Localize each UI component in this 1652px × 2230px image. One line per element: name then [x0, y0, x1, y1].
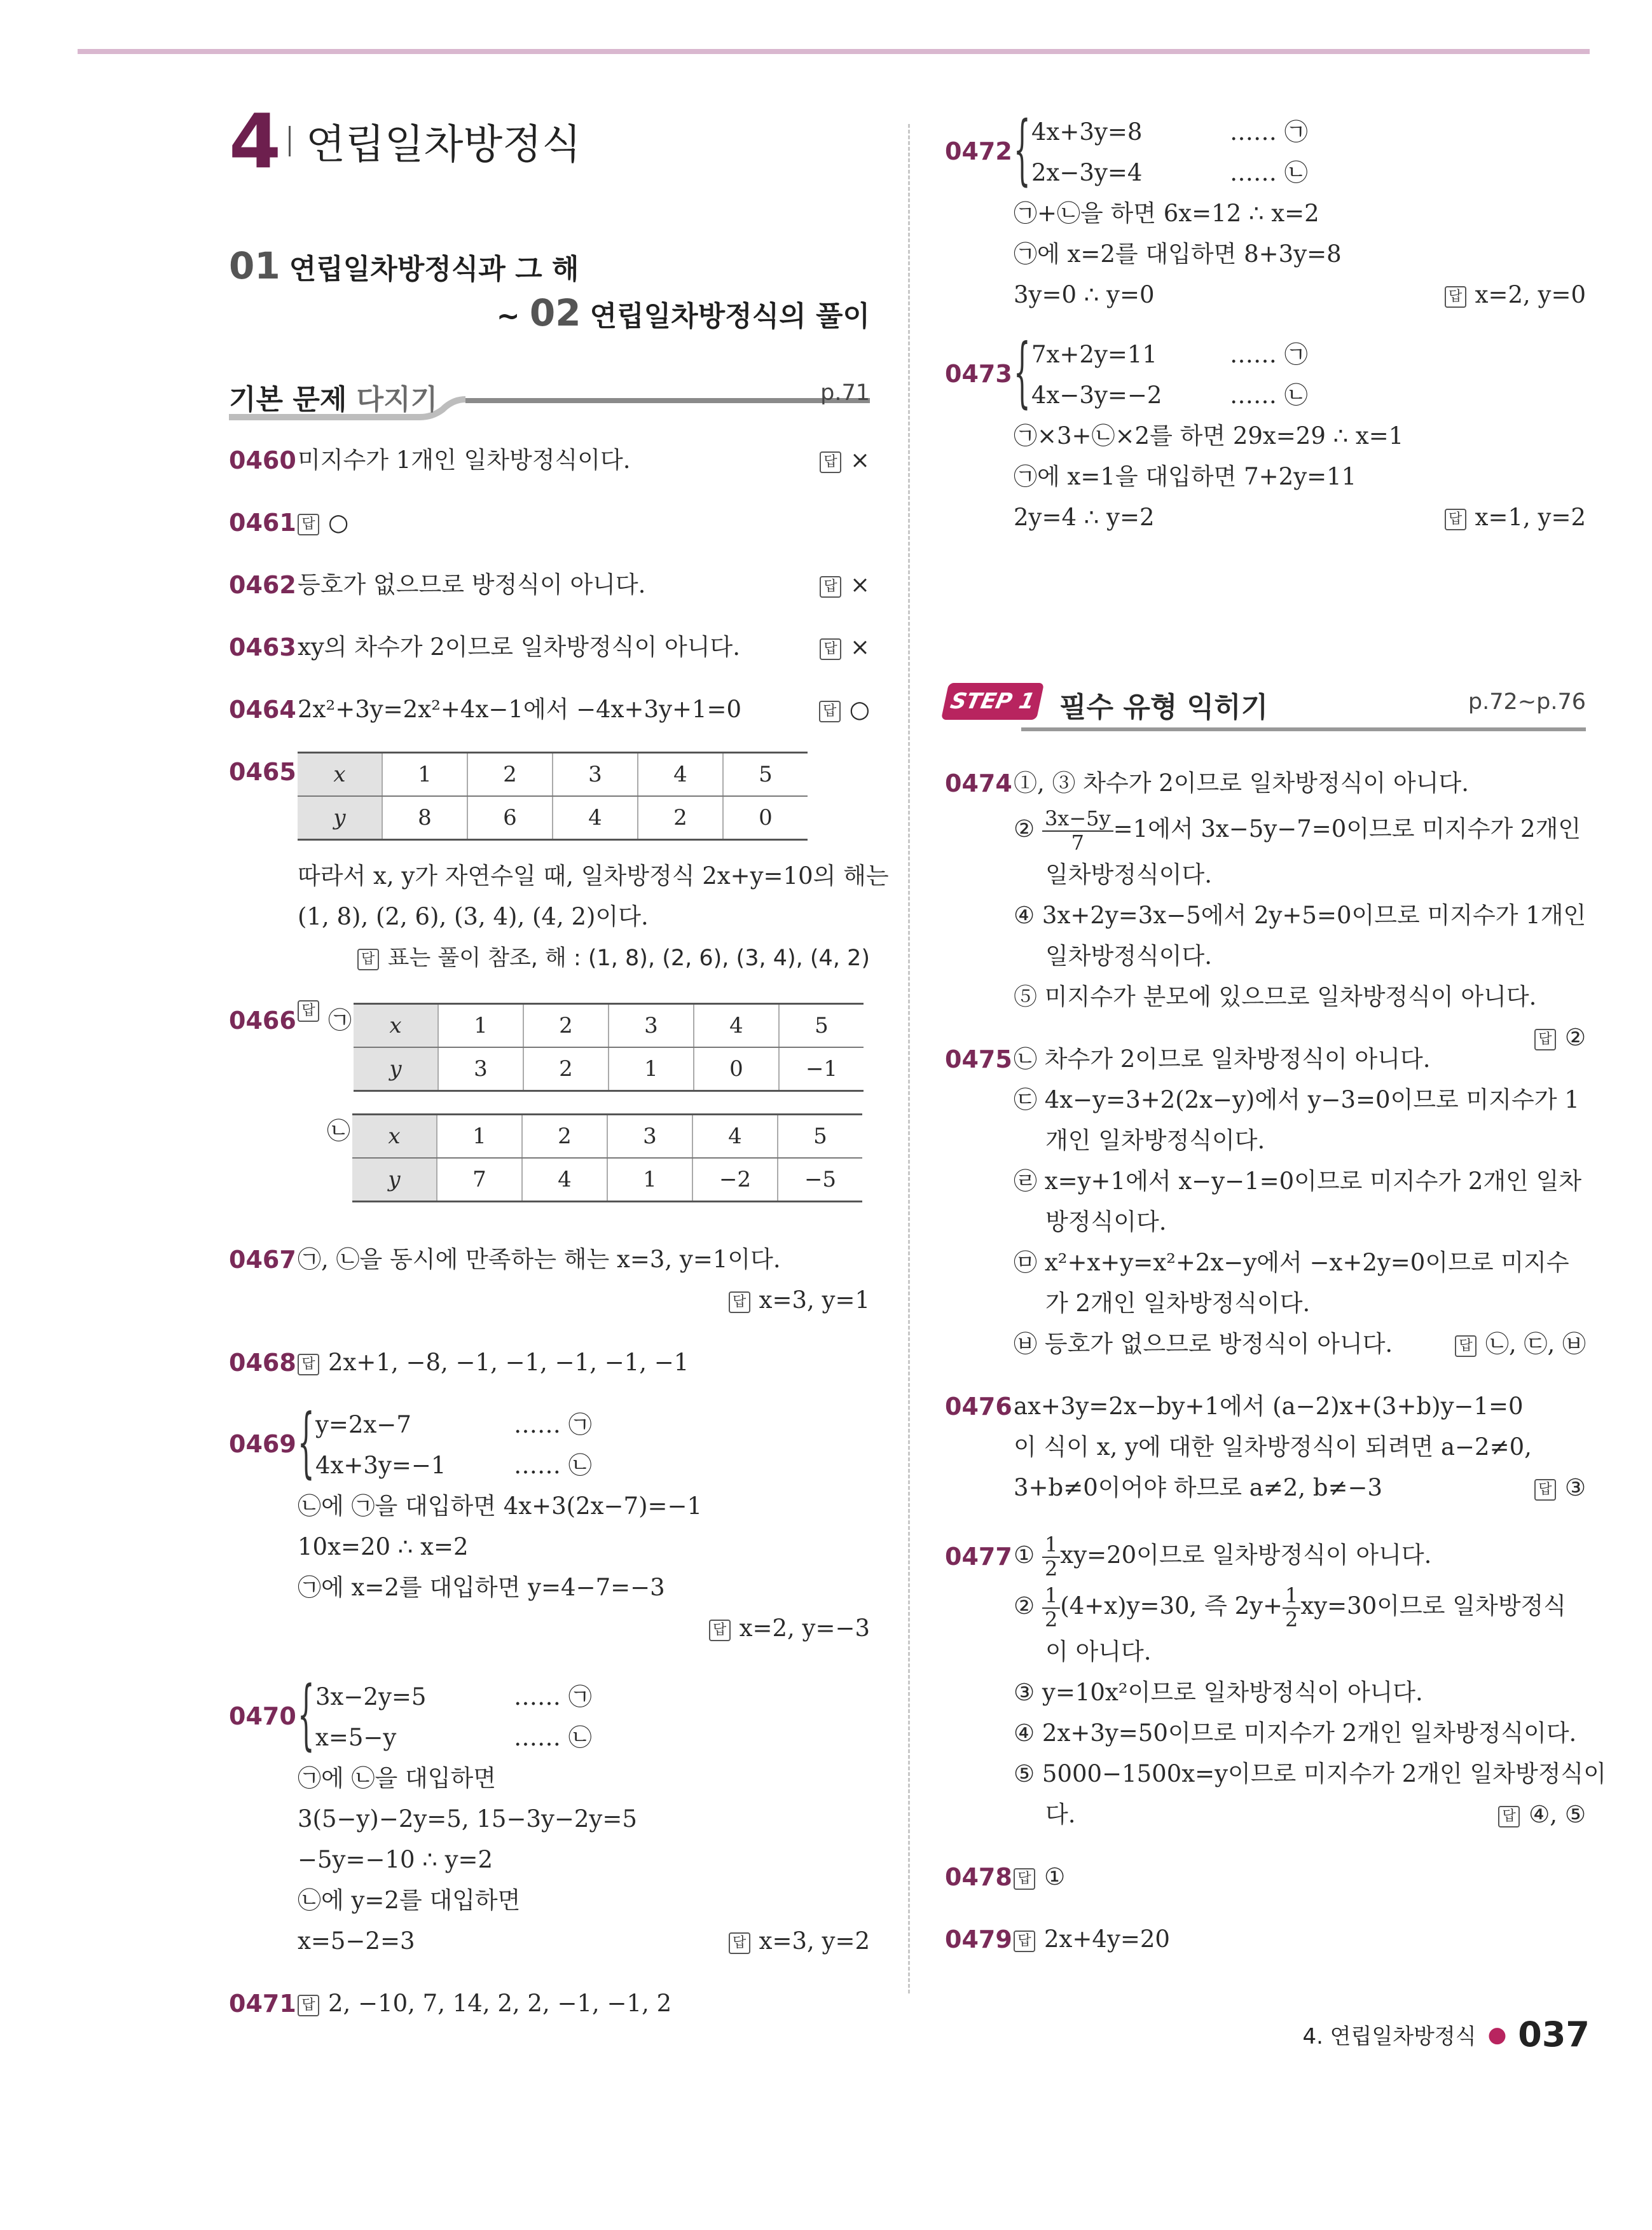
answer: 답 ② [1534, 1017, 1586, 1058]
answer-mark-icon: 답 [1014, 1868, 1035, 1890]
problem-number: 0469 [229, 1430, 296, 1458]
problem-number: 0479 [945, 1925, 1012, 1953]
problem-number: 0471 [229, 1990, 296, 2018]
footer-dot-icon: ● [1487, 2021, 1507, 2048]
solution-line: ㉡에 ㉠을 대입하면 4x+3(2x−7)=−1 [298, 1492, 703, 1520]
answer-mark-icon: 답 [1445, 286, 1466, 308]
answer: ① [1044, 1863, 1066, 1890]
chapter-number: 4 [229, 97, 278, 185]
solution-line: −5y=−10 ∴ y=2 [298, 1846, 493, 1873]
equation-system: { 3x−2y=5 …… ㉠ x=5−y …… ㉡ [298, 1670, 592, 1759]
problem-0462 [229, 565, 870, 605]
solution-line: 일차방정식이다. [1045, 942, 1212, 970]
step-underline [1021, 727, 1586, 731]
solution-line: 개인 일차방정식이다. [1045, 1127, 1265, 1154]
solution-line: ㉠×3+㉡×2를 하면 29x=29 ∴ x=1 [1014, 422, 1404, 450]
solution-line: x=5−2=3 [298, 1927, 415, 1955]
problem-0463 [229, 627, 870, 668]
brace-icon: { [1014, 328, 1031, 416]
band-title: 기본 문제 다지기 [229, 383, 438, 416]
answer: 답 ④, ⑤ [1498, 1794, 1586, 1835]
table-marker-1: ㉠ [328, 1007, 352, 1034]
solution-table-1: x 1 2 3 4 5 y 3 2 1 0 −1 [354, 1003, 864, 1092]
problem-text: xy의 차수가 2이므로 일차방정식이 아니다. [298, 633, 740, 661]
problem-0476 [945, 1386, 1586, 1508]
equation-system: { 7x+2y=11 …… ㉠ 4x−3y=−2 …… ㉡ [1014, 328, 1308, 416]
answer-mark-icon: 답 [709, 1620, 731, 1641]
problem-number: 0464 [229, 696, 296, 724]
answer-mark-icon: 답 [729, 1291, 750, 1313]
solution-line: ①, ③ 차수가 2이므로 일차방정식이 아니다. [1014, 769, 1469, 797]
solution-line: ㉡에 y=2를 대입하면 [298, 1887, 521, 1914]
step-1-band [945, 674, 1586, 738]
basic-problems-band [229, 364, 870, 421]
answer-mark-icon: 답 [819, 701, 841, 722]
left-column [229, 97, 889, 2024]
table-marker-2: ㉡ [327, 1117, 350, 1145]
problem-0473 [945, 328, 1586, 538]
solution-line: ax+3y=2x−by+1에서 (a−2)x+(3+b)y−1=0 [1014, 1393, 1524, 1420]
solution-line: 3(5−y)−2y=5, 15−3y−2y=5 [298, 1805, 637, 1833]
answer: 답 ㉡, ㉢, ㉥ [1455, 1324, 1586, 1365]
solution-table-2: x 1 2 3 4 5 y 7 4 1 −2 −5 [352, 1113, 862, 1202]
answer-mark-icon: 답 [1534, 1029, 1556, 1050]
problem-text: ㉠, ㉡을 동시에 만족하는 해는 x=3, y=1이다. [298, 1246, 781, 1273]
right-column [945, 106, 1606, 1960]
step-page-ref: p.72~p.76 [1468, 689, 1586, 715]
fraction: $\frac{3x-5y}{7}$ [1042, 808, 1113, 853]
answer-mark-icon: 답 [1445, 509, 1466, 530]
answer: 답 ○ [819, 689, 870, 730]
problem-number: 0460 [229, 446, 296, 474]
equation-system: { y=2x−7 …… ㉠ 4x+3y=−1 …… ㉡ [298, 1398, 592, 1487]
problem-number: 0477 [945, 1543, 1012, 1571]
solution-line: 다. [1045, 1801, 1076, 1828]
solution-line: ㉠에 ㉡을 대입하면 [298, 1765, 496, 1792]
problem-number: 0468 [229, 1349, 296, 1377]
equation-system: { 4x+3y=8 …… ㉠ 2x−3y=4 …… ㉡ [1014, 106, 1308, 194]
fraction: $\frac{1}{2}$ [1042, 1534, 1060, 1580]
answer: 2x+1, −8, −1, −1, −1, −1, −1 [328, 1349, 689, 1376]
answer: 답 × [820, 440, 870, 481]
page-number: 037 [1518, 2014, 1590, 2054]
solution-line: ③ y=10x²이므로 일차방정식이 아니다. [1014, 1679, 1423, 1706]
solution-line: ㉡ 차수가 2이므로 일차방정식이 아니다. [1014, 1045, 1431, 1073]
band-page-ref: p.71 [820, 380, 870, 406]
section-title-1: 연립일차방정식과 그 해 [289, 253, 579, 286]
problem-number: 0478 [945, 1863, 1012, 1891]
problem-0471 [229, 1983, 870, 2024]
solution-line: ㉥ 등호가 없으므로 방정식이 아니다. [1014, 1330, 1393, 1358]
section-number-1: 01 [229, 244, 280, 287]
column-divider [908, 124, 910, 1993]
solution-line: ② $\frac{3x-5y}{7}$ =1에서 3x−5y−7=0이므로 미지수가 2개인 [1014, 806, 1581, 855]
section-range-sep: ~ [496, 300, 520, 333]
answer-mark-icon: 답 [298, 1354, 319, 1375]
problem-text: 미지수가 1개인 일차방정식이다. [298, 446, 631, 474]
chapter-heading [229, 97, 870, 185]
problem-0475 [945, 1039, 1586, 1365]
problem-0465 [229, 752, 889, 979]
solution-line: 따라서 x, y가 자연수일 때, 일차방정식 2x+y=10의 해는 [298, 862, 889, 890]
answer-mark-icon: 답 [820, 638, 841, 660]
problem-0467 [229, 1239, 870, 1321]
problem-0460 [229, 440, 870, 481]
answer-mark-icon: 답 [1014, 1931, 1035, 1952]
problem-number: 0476 [945, 1393, 1012, 1421]
solution-line: ④ 3x+2y=3x−5에서 2y+5=0이므로 미지수가 1개인 [1014, 902, 1587, 929]
problem-0472 [945, 106, 1586, 315]
fraction: $\frac{1}{2}$ [1283, 1585, 1300, 1630]
problem-text: 등호가 없으므로 방정식이 아니다. [298, 571, 646, 598]
answer: 2x+4y=20 [1044, 1925, 1170, 1953]
solution-line: ㉠에 x=2를 대입하면 y=4−7=−3 [298, 1574, 665, 1601]
solution-line: ㉢ 4x−y=3+2(2x−y)에서 y−3=0이므로 미지수가 1 [1014, 1086, 1580, 1113]
problem-number: 0474 [945, 769, 1012, 797]
problem-text: 2x²+3y=2x²+4x−1에서 −4x+3y+1=0 [298, 696, 742, 723]
solution-line: ② $\frac{1}{2}$ (4+x)y=30, 즉 2y+ $\frac{1}{2}$ xy=30이므로 일차방정식 [1014, 1583, 1566, 1632]
problem-number: 0475 [945, 1045, 1012, 1073]
solution-line: ㉠+㉡을 하면 6x=12 ∴ x=2 [1014, 200, 1319, 227]
chapter-separator [289, 126, 291, 156]
problem-number: 0466 [229, 1007, 296, 1035]
chapter-title: 연립일차방정식 [306, 121, 581, 169]
problem-0479 [945, 1919, 1586, 1960]
problem-0470 [229, 1670, 870, 1962]
answer-mark-icon: 답 [1534, 1479, 1556, 1501]
answer-mark-icon: 답 [729, 1932, 750, 1954]
answer-mark-icon: 답 [820, 451, 841, 473]
answer-mark-icon: 답 [820, 576, 841, 598]
brace-icon: { [298, 1398, 315, 1487]
top-rule [78, 49, 1590, 54]
solution-line: ⑤ 미지수가 분모에 있으므로 일차방정식이 아니다. [1014, 983, 1537, 1010]
solution-line: 3y=0 ∴ y=0 [1014, 281, 1155, 308]
answer-mark-icon: 답 [357, 949, 379, 970]
page-footer [1302, 2014, 1590, 2054]
answer-mark-icon: 답 [298, 1000, 319, 1022]
solution-line: ㉤ x²+x+y=x²+2x−y에서 −x+2y=0이므로 미지수 [1014, 1249, 1569, 1276]
solution-line: 방정식이다. [1045, 1208, 1167, 1235]
step-title: 필수 유형 익히기 [1059, 691, 1269, 724]
solution-line: 일차방정식이다. [1045, 861, 1212, 888]
answer-mark-icon: 답 [298, 1995, 319, 2016]
problem-number: 0463 [229, 633, 296, 661]
answer: 답 x=3, y=2 [729, 1921, 870, 1962]
solution-line: ⑤ 5000−1500x=y이므로 미지수가 2개인 일차방정식이 [1014, 1760, 1606, 1787]
answer: 답 ③ [1534, 1468, 1586, 1508]
section-heading [229, 244, 870, 334]
problem-number: 0472 [945, 137, 1012, 165]
solution-line: ㉠에 x=1을 대입하면 7+2y=11 [1014, 463, 1357, 490]
answer: 답 × [820, 565, 870, 605]
problem-number: 0462 [229, 571, 296, 599]
step-badge: STEP 1 [941, 683, 1044, 720]
solution-line: 3+b≠0이어야 하므로 a≠2, b≠−3 [1014, 1474, 1383, 1501]
solution-line: ㉠에 x=2를 대입하면 8+3y=8 [1014, 240, 1342, 268]
answer: 답 x=1, y=2 [1445, 497, 1586, 538]
answer: 2, −10, 7, 14, 2, 2, −1, −1, 2 [328, 1990, 672, 2017]
problem-0466 [229, 1000, 870, 1218]
fraction: $\frac{1}{2}$ [1042, 1585, 1060, 1630]
section-title-2: 연립일차방정식의 풀이 [589, 300, 870, 333]
solution-line: (1, 8), (2, 6), (3, 4), (4, 2)이다. [298, 903, 649, 930]
problem-0468 [229, 1342, 870, 1383]
solution-line: ④ 2x+3y=50이므로 미지수가 2개인 일차방정식이다. [1014, 1719, 1577, 1747]
answer: 답 x=2, y=−3 [298, 1608, 870, 1649]
problem-number: 0465 [229, 758, 296, 786]
problem-number: 0473 [945, 360, 1012, 388]
brace-icon: { [1014, 106, 1031, 194]
problem-0469 [229, 1398, 870, 1649]
problem-0464 [229, 689, 870, 730]
problem-number: 0470 [229, 1702, 296, 1730]
problem-0477 [945, 1530, 1606, 1835]
solution-line: ① $\frac{1}{2}$ xy=20이므로 일차방정식이 아니다. [1014, 1532, 1432, 1581]
answer-mark-icon: 답 [298, 514, 319, 535]
problem-0474 [945, 763, 1587, 1051]
solution-line: 이 아니다. [1045, 1638, 1152, 1665]
solution-line: 2y=4 ∴ y=2 [1014, 504, 1155, 531]
answer: ○ [328, 509, 349, 536]
problem-0478 [945, 1857, 1586, 1897]
answer: 답 x=2, y=0 [1445, 275, 1586, 315]
answer-mark-icon: 답 [1455, 1335, 1476, 1357]
answer: 답 표는 풀이 참조, 해 : (1, 8), (2, 6), (3, 4), (4, 2) [298, 937, 870, 979]
answer: 답 × [820, 627, 870, 668]
answer-mark-icon: 답 [1498, 1806, 1520, 1827]
answer: 답 x=3, y=1 [298, 1280, 870, 1321]
solution-table: x 1 2 3 4 5 y 8 6 4 2 0 [298, 752, 808, 841]
problem-number: 0467 [229, 1246, 296, 1274]
solution-line: 이 식이 x, y에 대한 일차방정식이 되려면 a−2≠0, [1014, 1433, 1532, 1461]
solution-line: 10x=20 ∴ x=2 [298, 1533, 469, 1560]
problem-number: 0461 [229, 509, 296, 537]
footer-chapter: 4. 연립일차방정식 [1302, 2024, 1476, 2049]
solution-line: ㉣ x=y+1에서 x−y−1=0이므로 미지수가 2개인 일차 [1014, 1167, 1582, 1195]
brace-icon: { [298, 1670, 315, 1759]
solution-line: 가 2개인 일차방정식이다. [1045, 1290, 1311, 1317]
section-number-2: 02 [529, 291, 581, 334]
problem-0461 [229, 502, 870, 543]
